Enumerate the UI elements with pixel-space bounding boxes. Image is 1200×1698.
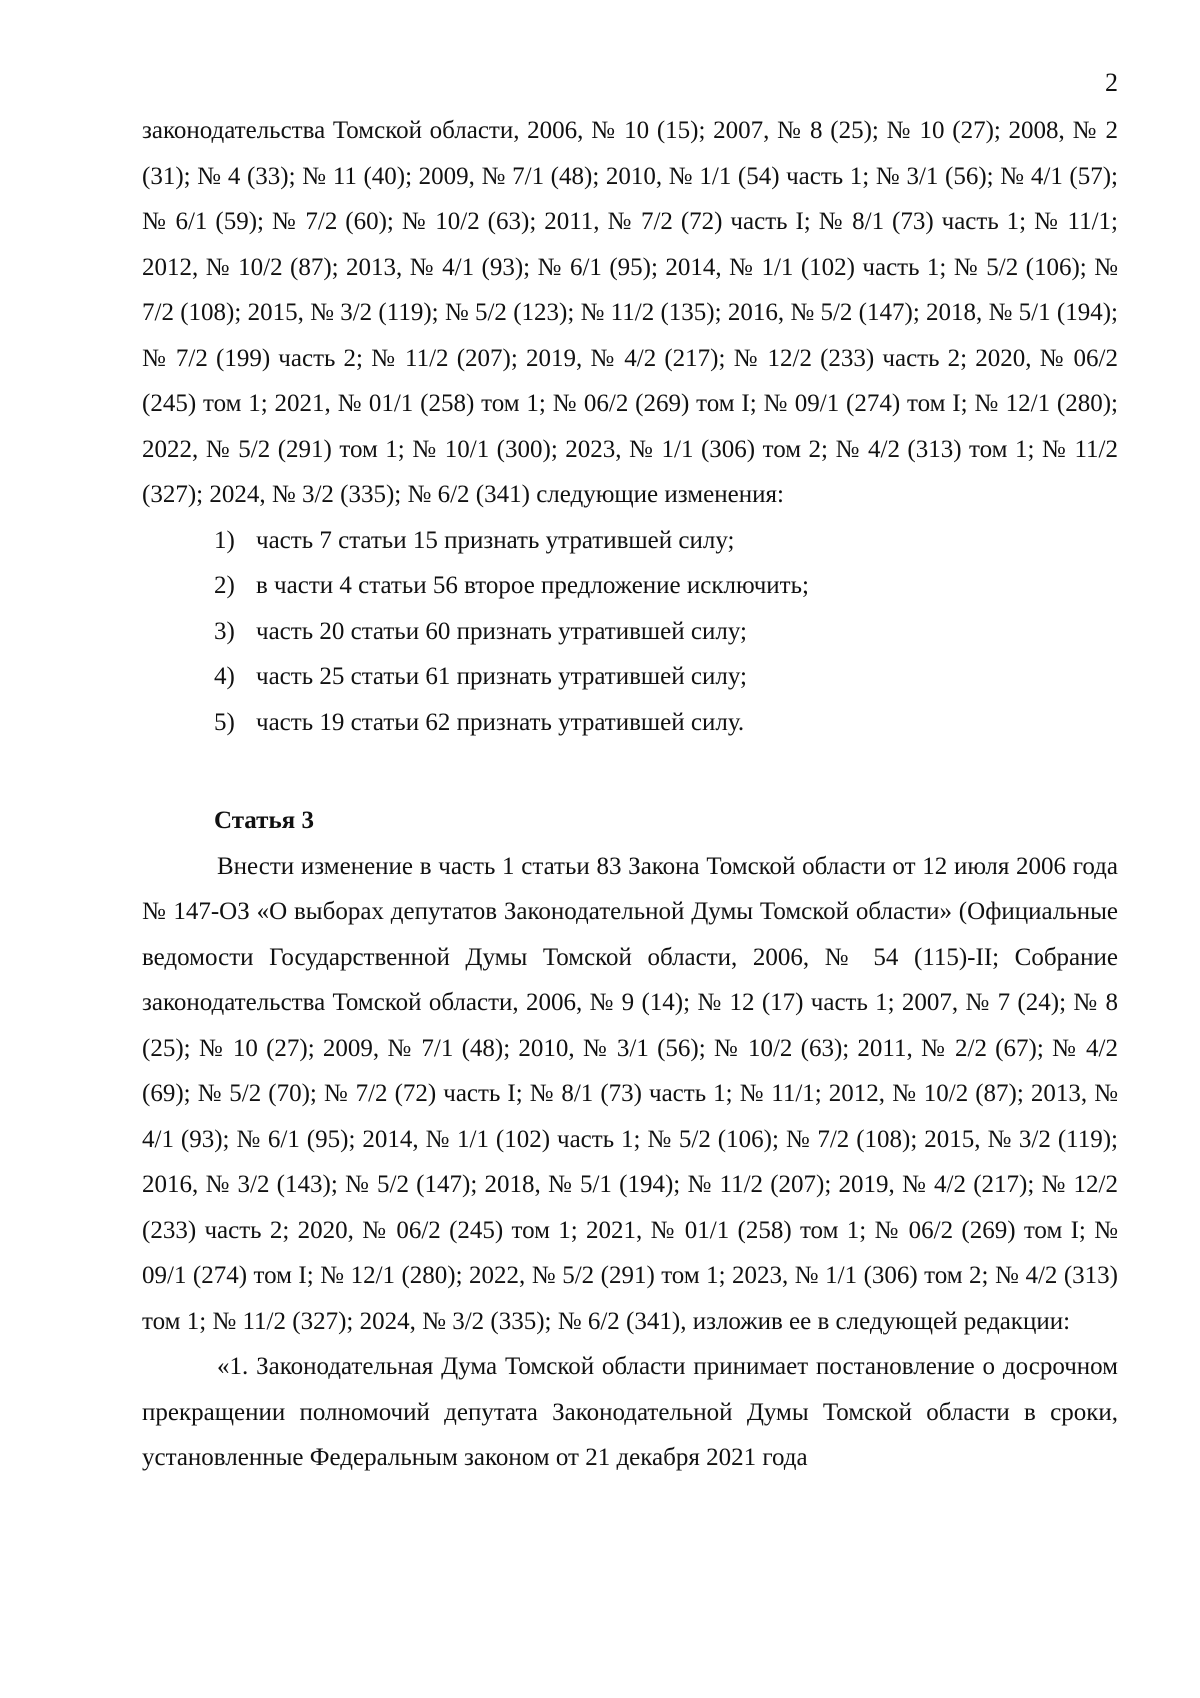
list-item-text: часть 20 статьи 60 признать утратившей силу; <box>256 617 747 645</box>
list-item <box>214 563 1118 609</box>
intro-paragraph: законодательства Томской области, 2006, № 10 (15); 2007, № 8 (25); № 10 (27); 2008, № 2 (31); № 4 (33); № 11 (40); 2009, № 7/1 (48); 2010, № 1/1 (54) часть 1; № 3/1 (56); № 4/1 (57); № 6/1 (59); № 7/2 (60); № 10/2 (63); 2011, № 7/2 (72) часть I; № 8/1 (73) часть 1; № 11/1; 2012, № 10/2 (87); 2013, № 4/1 (93); № 6/1 (95); 2014, № 1/1 (102) часть 1; № 5/2 (106); № 7/2 (108); 2015, № 3/2 (119); № 5/2 (123); № 11/2 (135); 2016, № 5/2 (147); 2018, № 5/1 (194); № 7/2 (199) часть 2; № 11/2 (207); 2019, № 4/2 (217); № 12/2 (233) часть 2; 2020, № 06/2 (245) том 1; 2021, № 01/1 (258) том 1; № 06/2 (269) том I; № 09/1 (274) том I; № 12/1 (280); 2022, № 5/2 (291) том 1; № 10/1 (300); 2023, № 1/1 (306) том 2; № 4/2 (313) том 1; № 11/2 (327); 2024, № 3/2 (335); № 6/2 (341) следующие изменения: <box>142 117 1118 508</box>
list-item-number: 4) <box>214 663 235 690</box>
list-item-number: 2) <box>214 572 235 599</box>
changes-list <box>142 518 1118 746</box>
document-body <box>142 108 1118 1481</box>
list-item-number: 1) <box>214 526 235 554</box>
list-item-text: часть 19 статьи 62 признать утратившей силу. <box>256 708 745 736</box>
list-item-number: 3) <box>214 617 235 645</box>
list-item <box>214 700 1118 746</box>
article-3-quote: «1. Законодательная Дума Томской области принимает постановление о досрочном прекращении полномочий депутата Законодательной Думы Томской области в сроки, установленные Федеральным законом от 21 декабря 2021 года <box>142 1353 1118 1471</box>
list-item-text: часть 7 статьи 15 признать утратившей силу; <box>256 526 735 554</box>
list-item <box>214 609 1118 655</box>
list-item <box>214 518 1118 564</box>
list-item <box>214 654 1118 700</box>
list-item-text: в части 4 статьи 56 второе предложение исключить; <box>256 572 809 599</box>
list-item-number: 5) <box>214 708 235 736</box>
article-3-heading: Статья 3 <box>214 807 314 834</box>
list-item-text: часть 25 статьи 61 признать утратившей силу; <box>256 663 747 690</box>
article-3-body: Внести изменение в часть 1 статьи 83 Закона Томской области от 12 июля 2006 года № 147-ОЗ «О выборах депутатов Законодательной Думы Томской области» (Официальные ведомости Государственной Думы Томской области, 2006, № 54 (115)-II; Собрание законодательства Томской области, 2006, № 9 (14); № 12 (17) часть 1; 2007, № 7 (24); № 8 (25); № 10 (27); 2009, № 7/1 (48); 2010, № 3/1 (56); № 10/2 (63); 2011, № 2/2 (67); № 4/2 (69); № 5/2 (70); № 7/2 (72) часть I; № 8/1 (73) часть 1; № 11/1; 2012, № 10/2 (87); 2013, № 4/1 (93); № 6/1 (95); 2014, № 1/1 (102) часть 1; № 5/2 (106); № 7/2 (108); 2015, № 3/2 (119); 2016, № 3/2 (143); № 5/2 (147); 2018, № 5/1 (194); № 11/2 (207); 2019, № 4/2 (217); № 12/2 (233) часть 2; 2020, № 06/2 (245) том 1; 2021, № 01/1 (258) том 1; № 06/2 (269) том I; № 09/1 (274) том I; № 12/1 (280); 2022, № 5/2 (291) том 1; 2023, № 1/1 (306) том 2; № 4/2 (313) том 1; № 11/2 (327); 2024, № 3/2 (335); № 6/2 (341), изложив ее в следующей редакции: <box>142 852 1118 1335</box>
page-number: 2 <box>1105 68 1118 97</box>
